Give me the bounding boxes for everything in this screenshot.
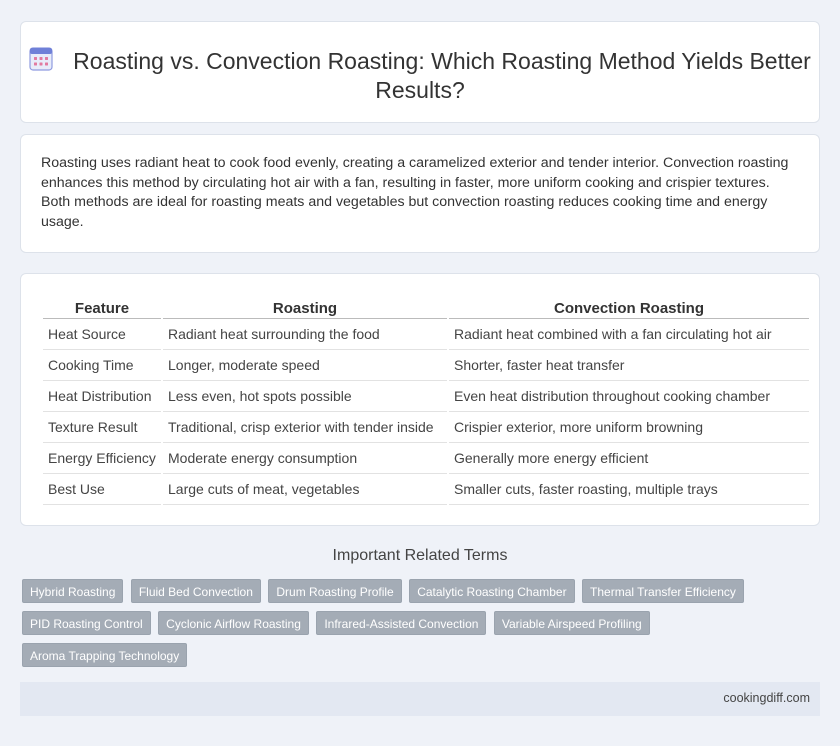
term-tag[interactable]: Catalytic Roasting Chamber — [409, 579, 574, 603]
comparison-table — [41, 295, 811, 505]
table-cell: Traditional, crisp exterior with tender inside — [163, 412, 447, 443]
footer-site-link[interactable]: cookingdiff.com — [723, 691, 810, 705]
term-tag[interactable]: Variable Airspeed Profiling — [494, 611, 650, 635]
table-header-row — [43, 295, 809, 319]
table-cell: Large cuts of meat, vegetables — [163, 474, 447, 505]
table-cell: Crispier exterior, more uniform browning — [449, 412, 809, 443]
table-row — [43, 412, 809, 443]
table-row — [43, 381, 809, 412]
table-row — [43, 443, 809, 474]
term-tag[interactable]: Fluid Bed Convection — [131, 579, 261, 603]
title-card — [20, 21, 820, 123]
column-header: Roasting — [163, 295, 447, 319]
related-terms-list — [22, 579, 762, 675]
table-cell: Generally more energy efficient — [449, 443, 809, 474]
term-tag[interactable]: Infrared-Assisted Convection — [316, 611, 486, 635]
term-tag[interactable]: Drum Roasting Profile — [268, 579, 401, 603]
table-cell: Energy Efficiency — [43, 443, 161, 474]
intro-paragraph: Roasting uses radiant heat to cook food evenly, creating a caramelized exterior and tender interior. Convection roasting enhances this method by circulating hot air with a fan, resulting in faster, more uniform cooking and crispier textures. Both methods are ideal for roasting meats and vegetables but convection roasting reduces cooking time and energy usage. — [41, 155, 789, 230]
column-header: Feature — [43, 295, 161, 319]
term-tag[interactable]: Aroma Trapping Technology — [22, 643, 187, 667]
footer — [20, 682, 820, 716]
term-tag[interactable]: Thermal Transfer Efficiency — [582, 579, 744, 603]
table-cell: Best Use — [43, 474, 161, 505]
table-cell: Texture Result — [43, 412, 161, 443]
term-tag[interactable]: PID Roasting Control — [22, 611, 151, 635]
table-cell: Moderate energy consumption — [163, 443, 447, 474]
table-cell: Heat Distribution — [43, 381, 161, 412]
table-cell: Shorter, faster heat transfer — [449, 350, 809, 381]
table-cell: Radiant heat surrounding the food — [163, 319, 447, 350]
table-cell: Heat Source — [43, 319, 161, 350]
intro-card — [20, 134, 820, 253]
table-row — [43, 474, 809, 505]
table-cell: Smaller cuts, faster roasting, multiple trays — [449, 474, 809, 505]
calendar-icon — [29, 45, 53, 71]
term-tag[interactable]: Cyclonic Airflow Roasting — [158, 611, 309, 635]
table-cell: Less even, hot spots possible — [163, 381, 447, 412]
related-terms-heading: Important Related Terms — [332, 547, 508, 564]
table-cell: Longer, moderate speed — [163, 350, 447, 381]
table-cell: Radiant heat combined with a fan circulating hot air — [449, 319, 809, 350]
table-row — [43, 350, 809, 381]
page-title: Roasting vs. Convection Roasting: Which Roasting Method Yields Better Results? — [73, 48, 811, 103]
comparison-card — [20, 273, 820, 526]
table-row — [43, 319, 809, 350]
table-cell: Cooking Time — [43, 350, 161, 381]
term-tag[interactable]: Hybrid Roasting — [22, 579, 123, 603]
column-header: Convection Roasting — [449, 295, 809, 319]
table-cell: Even heat distribution throughout cooking chamber — [449, 381, 809, 412]
